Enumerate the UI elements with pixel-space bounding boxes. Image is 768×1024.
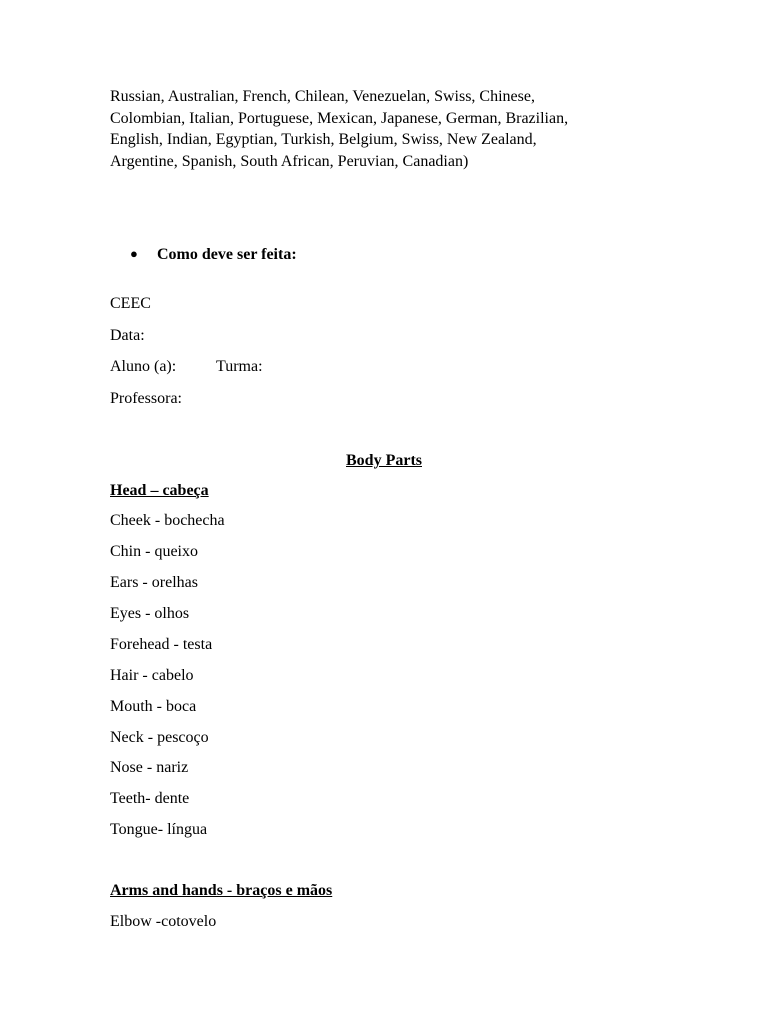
head-item-forehead: Forehead - testa (110, 636, 213, 653)
head-section-heading: Head – cabeça (110, 482, 209, 499)
date-label: Data: (110, 327, 145, 344)
school-name: CEEC (110, 295, 151, 312)
intro-line-2: Colombian, Italian, Portuguese, Mexican, Japanese, German, Brazilian, (110, 109, 569, 127)
intro-line-1: Russian, Australian, French, Chilean, Venezuelan, Swiss, Chinese, (110, 88, 535, 105)
student-label: Aluno (a): (110, 358, 177, 375)
head-item-neck: Neck - pescoço (110, 729, 209, 746)
page-title: Body Parts (346, 452, 422, 469)
head-item-eyes: Eyes - olhos (110, 605, 190, 622)
head-item-mouth: Mouth - boca (110, 698, 197, 715)
head-item-hair: Hair - cabelo (110, 667, 194, 684)
head-item-ears: Ears - orelhas (110, 574, 198, 591)
head-item-tongue: Tongue- língua (110, 821, 208, 838)
class-label: Turma: (216, 358, 263, 375)
intro-line-3: English, Indian, Egyptian, Turkish, Belgium, Swiss, New Zealand, (110, 131, 537, 148)
teacher-label: Professora: (110, 390, 182, 407)
bullet-icon: ● (130, 246, 138, 261)
head-item-cheek: Cheek - bochecha (110, 512, 225, 529)
bullet-text: Como deve ser feita: (157, 246, 297, 263)
instructions-bullet (130, 243, 297, 265)
arms-section-heading: Arms and hands - braços e mãos (110, 882, 333, 899)
head-item-nose: Nose - nariz (110, 759, 189, 776)
arms-item-elbow: Elbow -cotovelo (110, 913, 217, 930)
head-item-teeth: Teeth- dente (110, 790, 190, 807)
head-item-chin: Chin - queixo (110, 543, 198, 560)
nationalities-paragraph (110, 86, 650, 172)
intro-line-4: Argentine, Spanish, South African, Peruvian, Canadian) (110, 152, 469, 170)
